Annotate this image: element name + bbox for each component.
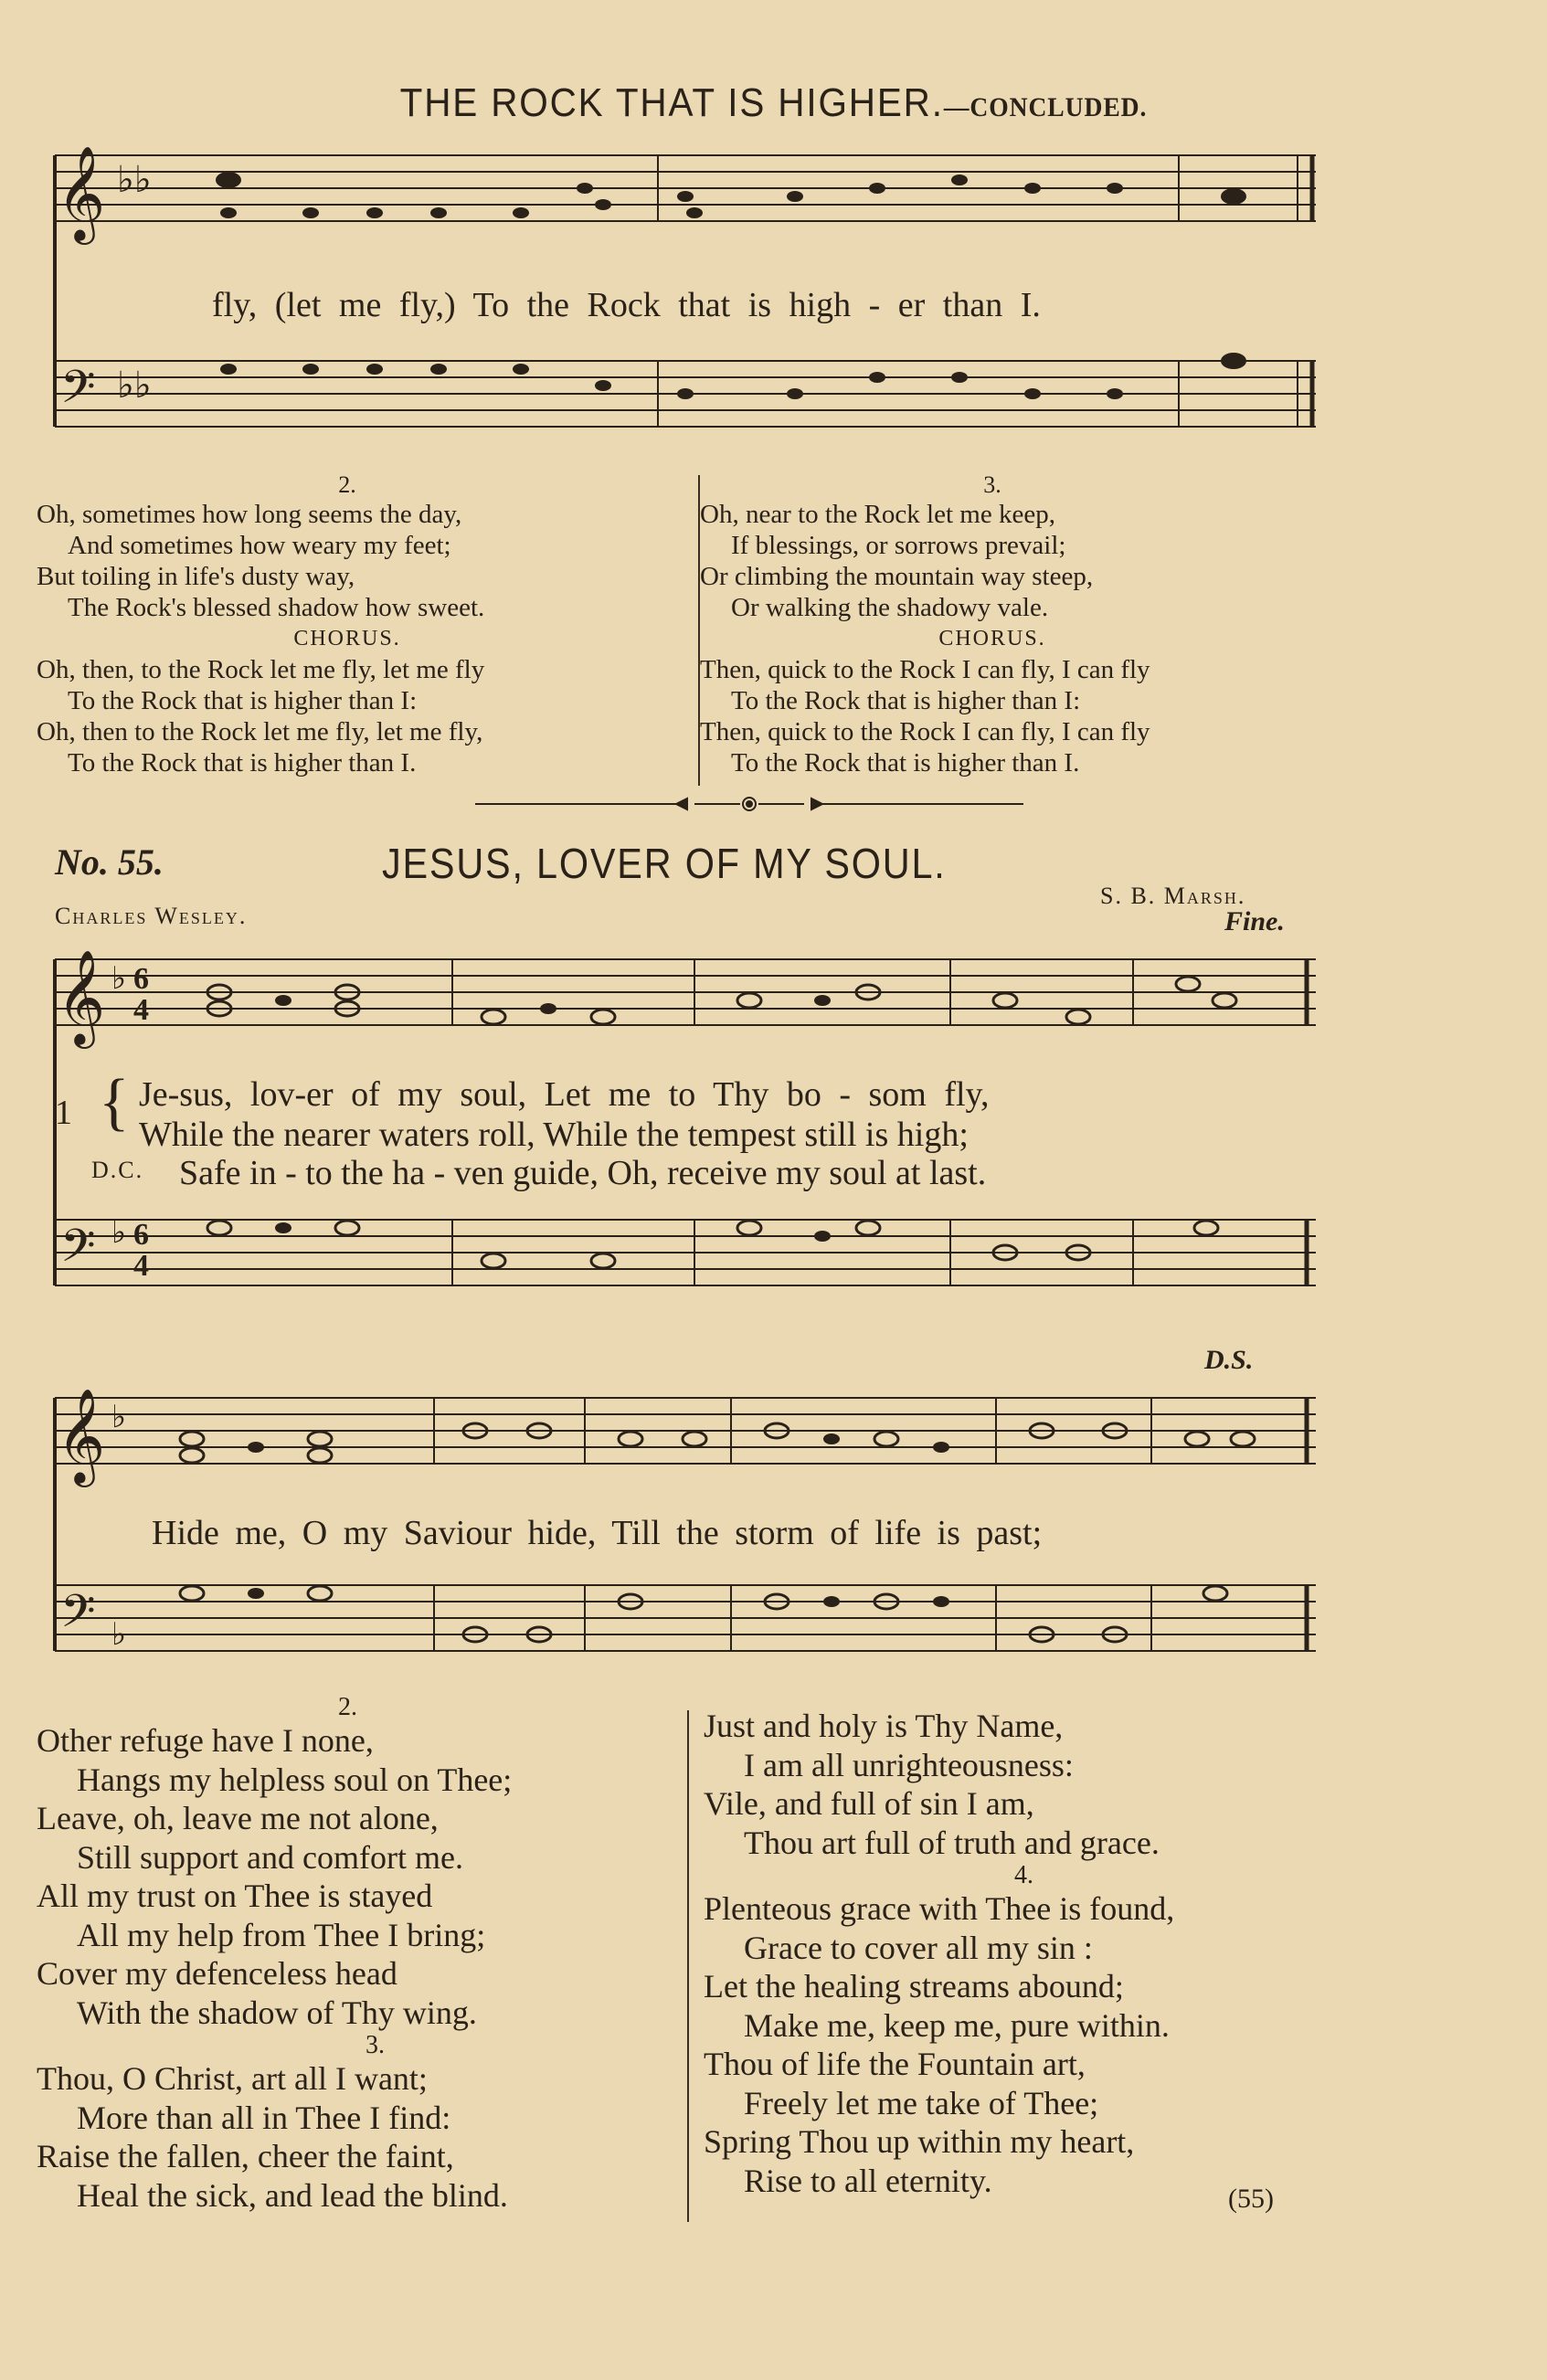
verse-line: Or walking the shadowy vale. [731,593,1049,622]
verse-line: Just and holy is Thy Name, [704,1708,1064,1744]
chorus-line: To the Rock that is higher than I: [731,686,1081,715]
svg-text:♭: ♭ [111,960,127,997]
verse1-number: 1 [55,1094,72,1132]
verse-line: Rise to all eternity. [744,2162,992,2199]
verse-line: Heal the sick, and lead the blind. [77,2176,508,2214]
svg-text:♭: ♭ [111,1399,127,1435]
verse-line: Oh, sometimes how long seems the day, [37,500,462,529]
verse-line: Oh, near to the Rock let me keep, [700,500,1055,529]
verse-line: More than all in Thee I find: [77,2099,451,2136]
verse-line: Raise the fallen, cheer the faint, [37,2138,454,2174]
hymn2-left-column [37,1694,676,2215]
chorus-label: CHORUS. [938,627,1046,651]
hymn2-composer: S. B. Marsh. [1100,883,1246,909]
ornament-divider [475,793,1023,815]
verse-number: 2. [338,471,356,498]
verse-line: Plenteous grace with Thee is found, [704,1890,1175,1927]
svg-text:4: 4 [133,1249,149,1283]
hymn2-right-column [704,1707,1343,2200]
verse-line: If blessings, or sorrows prevail; [731,531,1066,560]
verse-line: With the shadow of Thy wing. [77,1994,477,2031]
chorus-line: Oh, then to the Rock let me fly, let me fly, [37,717,483,746]
verse-line: Make me, keep me, pure within. [744,2006,1170,2044]
chorus-line: Oh, then, to the Rock let me fly, let me fly [37,655,485,684]
verse-line: Grace to cover all my sin : [744,1929,1093,1966]
hymn2-lyric-line4: Hide me, O my Saviour hide, Till the storm of life is past; [152,1514,1043,1552]
svg-text:𝄞: 𝄞 [57,949,106,1045]
hymn1-title [62,80,1486,126]
verse-number: 3. [366,2031,385,2059]
page-number: (55) [1228,2184,1274,2214]
chorus-line: To the Rock that is higher than I. [68,748,417,777]
fine-mark: Fine. [1224,906,1285,936]
verse-line: I am all unrighteousness: [744,1746,1074,1783]
svg-text:𝄞: 𝄞 [57,145,106,241]
hymn2-lyric-line2: While the nearer waters roll, While the tempest still is high; [139,1116,969,1154]
verse-line: Or climbing the mountain way steep, [700,562,1094,591]
svg-text:♭: ♭ [111,1616,127,1653]
svg-text:♭♭: ♭♭ [117,365,152,407]
verse-line: Thou art full of truth and grace. [744,1824,1160,1861]
svg-text:𝄞: 𝄞 [57,1388,106,1484]
verse-line: Leave, oh, leave me not alone, [37,1800,439,1836]
svg-text:6: 6 [133,962,149,996]
hymn1-title-main: THE ROCK THAT IS HIGHER. [399,80,944,125]
ds-mark: D.S. [1204,1345,1254,1375]
verse-line: The Rock's blessed shadow how sweet. [68,593,485,622]
verse-number: 2. [338,1693,357,1721]
chorus-line: To the Rock that is higher than I. [731,748,1080,777]
svg-text:𝄢: 𝄢 [60,361,96,425]
chorus-line: To the Rock that is higher than I: [68,686,418,715]
column-divider [687,1710,689,2222]
dc-label: D.C. [91,1157,144,1183]
hymn2-lyric-line3: Safe in - to the ha - ven guide, Oh, receive my soul at last. [179,1154,987,1192]
hymn2-title: JESUS, LOVER OF MY SOUL. [382,840,947,887]
hymn1-verse2 [37,471,685,778]
verse-line: Thou of life the Fountain art, [704,2046,1086,2082]
hymn1-title-suffix: —CONCLUDED. [943,92,1148,122]
chorus-line: Then, quick to the Rock I can fly, I can fly [700,655,1150,684]
svg-text:6: 6 [133,1218,149,1252]
svg-text:♭♭: ♭♭ [117,159,152,201]
svg-text:4: 4 [133,993,149,1027]
svg-text:𝄢: 𝄢 [60,1220,96,1284]
hymn2-lyric-line1: Je-sus, lov-er of my soul, Let me to Thy bo - som fly, [139,1075,990,1114]
verse-line: Still support and comfort me. [77,1838,463,1876]
verse-line: Vile, and full of sin I am, [704,1785,1034,1822]
hymn1-lyric-line: fly, (let me fly,) To the Rock that is high - er than I. [212,286,1041,324]
svg-text:𝄢: 𝄢 [60,1585,96,1649]
chorus-label: CHORUS. [293,627,401,651]
verse-line: Cover my defenceless head [37,1955,397,1992]
verse-line: All my help from Thee I bring; [77,1916,486,1953]
verse1-brace: { [99,1067,130,1137]
svg-text:♭: ♭ [111,1214,127,1251]
verse-line: But toiling in life's dusty way, [37,562,355,591]
verse-line: Spring Thou up within my heart, [704,2123,1135,2160]
verse-line: All my trust on Thee is stayed [37,1878,433,1914]
hymn1-verse3 [700,471,1340,778]
hymn2-author: Charles Wesley. [55,903,248,929]
verse-line: Let the healing streams abound; [704,1968,1124,2004]
chorus-line: Then, quick to the Rock I can fly, I can fly [700,717,1150,746]
verse-number: 4. [1014,1861,1033,1889]
verse-line: And sometimes how weary my feet; [68,531,451,560]
hymn2-number: No. 55. [55,841,164,883]
verse-line: Other refuge have I none, [37,1722,374,1759]
verse-number: 3. [983,471,1001,498]
verse-line: Freely let me take of Thee; [744,2084,1099,2121]
verse-line: Hangs my helpless soul on Thee; [77,1761,513,1798]
verse-line: Thou, O Christ, art all I want; [37,2060,428,2097]
